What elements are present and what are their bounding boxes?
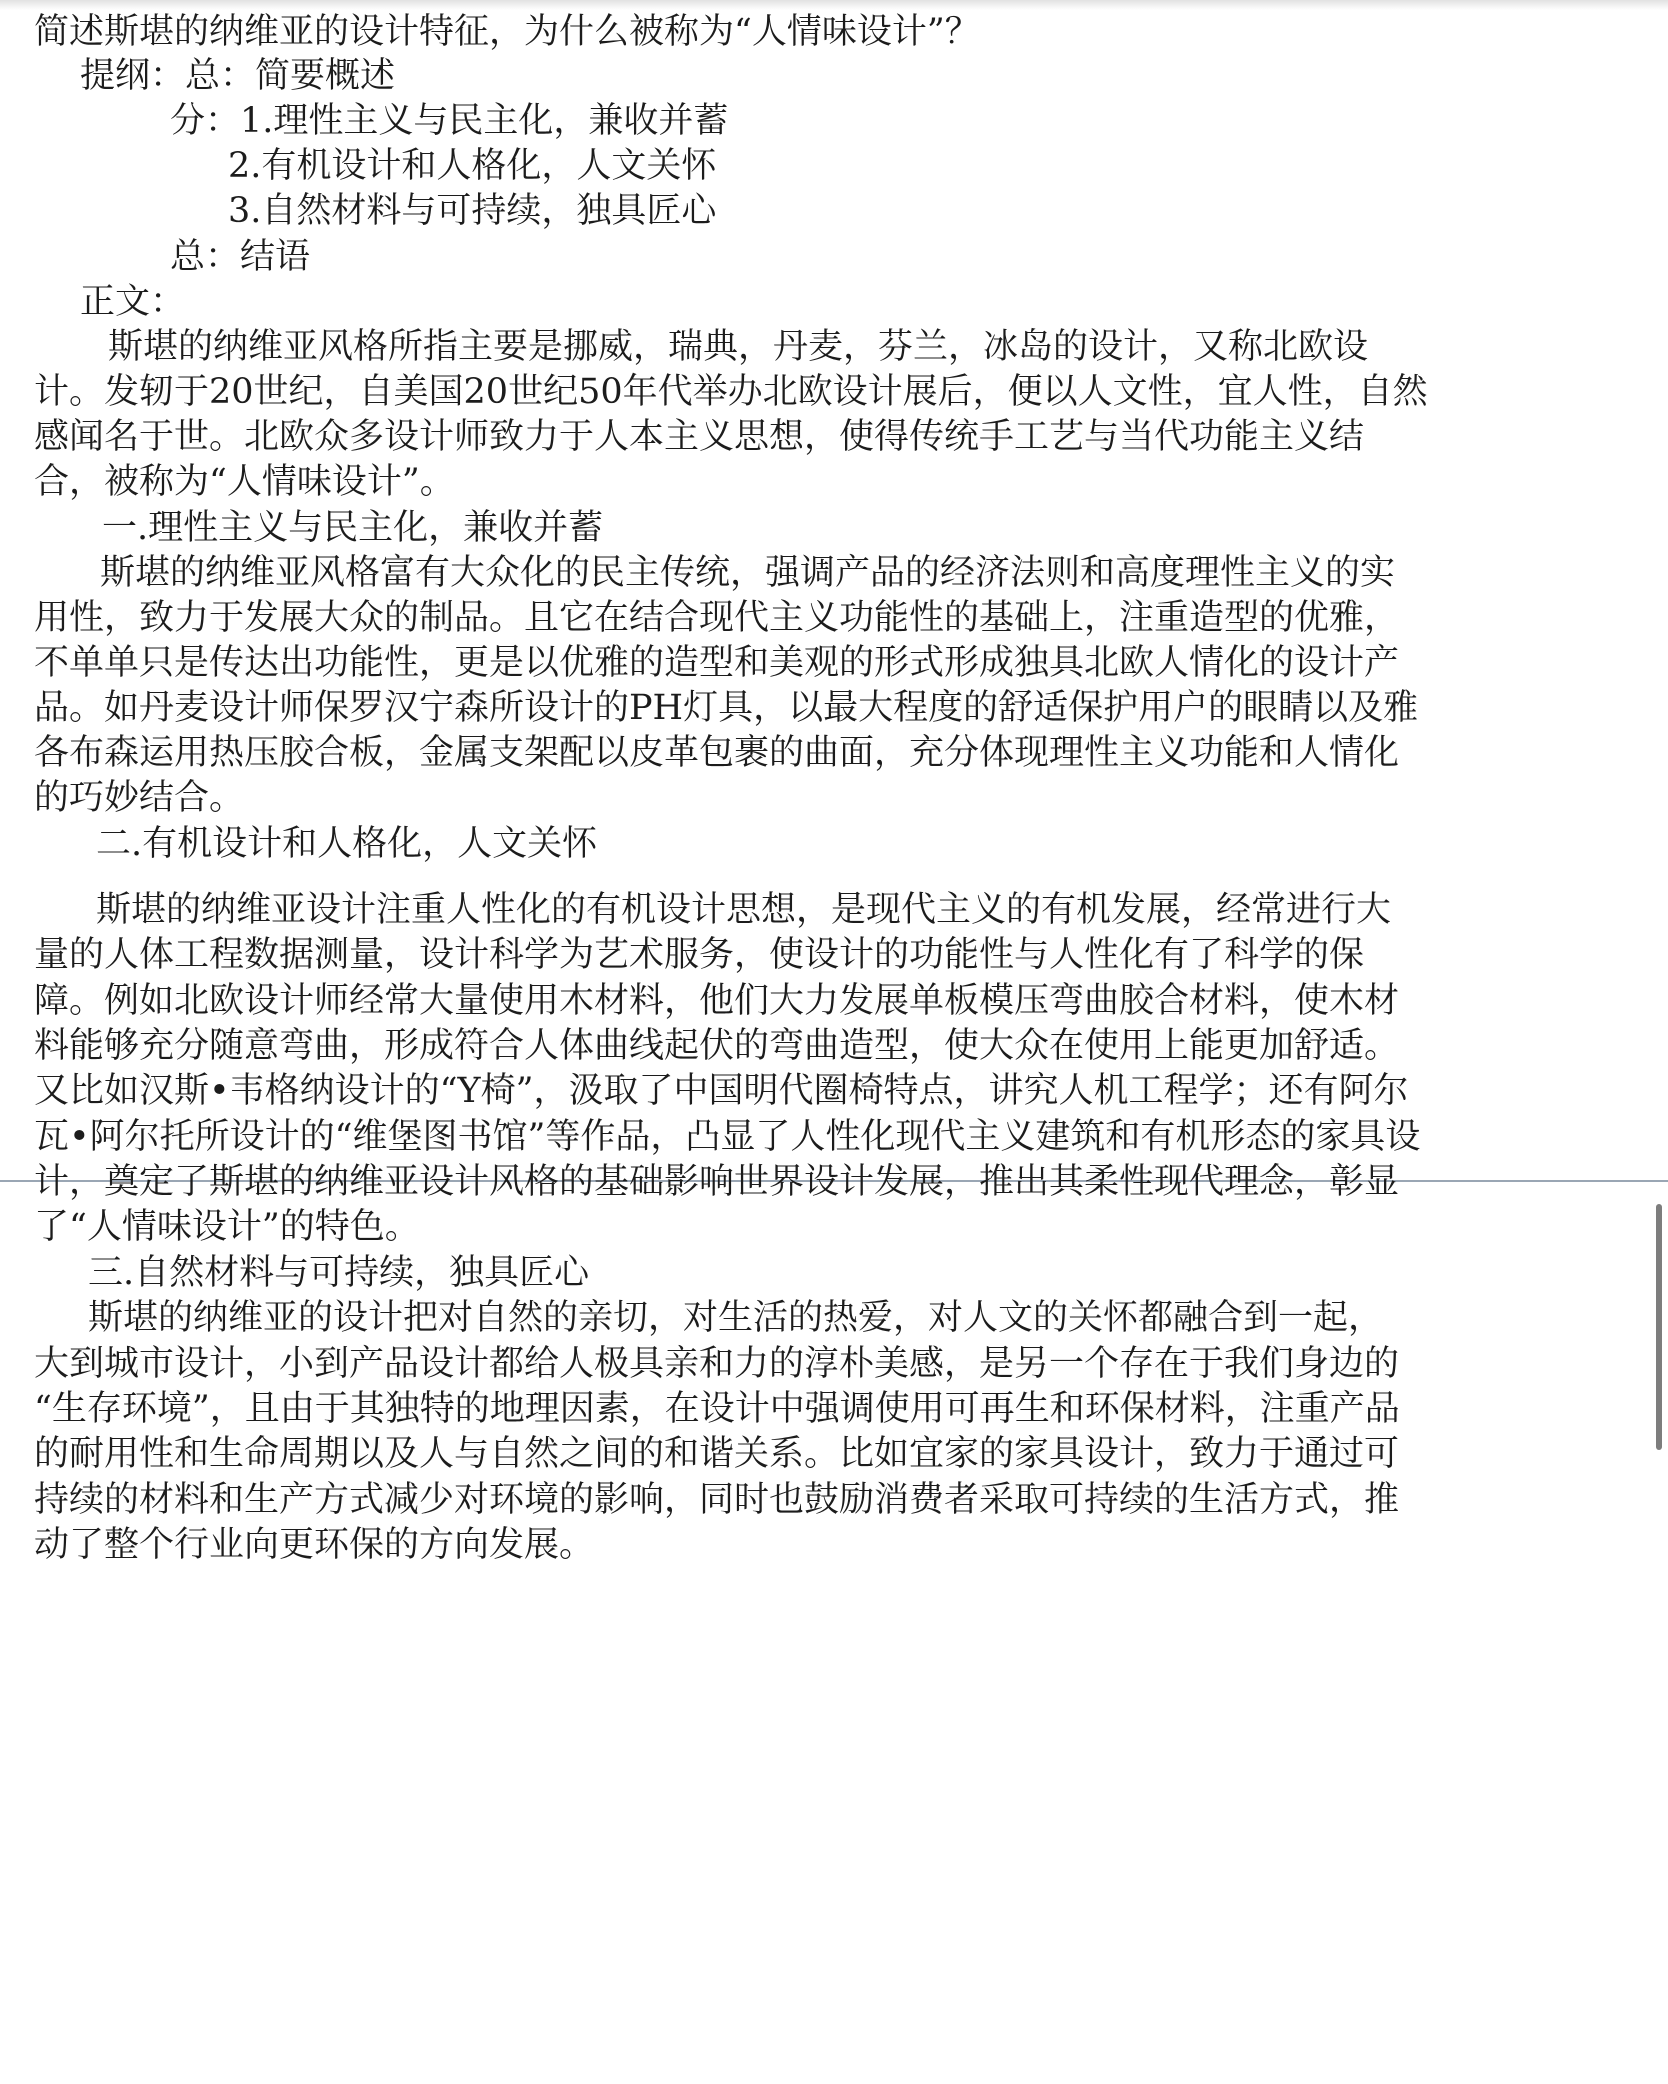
outline-item: 2.有机设计和人格化，人文关怀 [228, 146, 717, 186]
section-line: 计，奠定了斯堪的纳维亚设计风格的基础影响世界设计发展，推出其柔性现代理念，彰显 [34, 1162, 1400, 1202]
section-heading: 三.自然材料与可持续，独具匠心 [88, 1253, 590, 1293]
outline-item: 总：结语 [170, 237, 311, 277]
section-line: 障。例如北欧设计师经常大量使用木材料，他们大力发展单板模压弯曲胶合材料，使木材 [34, 981, 1400, 1021]
section-line: 又比如汉斯•韦格纳设计的“Y椅”，汲取了中国明代圈椅特点，讲究人机工程学；还有阿尔 [34, 1071, 1409, 1111]
section-line: 量的人体工程数据测量，设计科学为艺术服务，使设计的功能性与人性化有了科学的保 [34, 935, 1365, 975]
section-line: 的巧妙结合。 [34, 778, 245, 818]
outline-label: 提纲：总：简要概述 [80, 56, 396, 96]
question-title: 简述斯堪的纳维亚的设计特征，为什么被称为“人情味设计”？ [34, 12, 980, 52]
section-line: 的耐用性和生命周期以及人与自然之间的和谐关系。比如宜家的家具设计，致力于通过可 [34, 1434, 1400, 1474]
section-line: 品。如丹麦设计师保罗汉宁森所设计的PH灯具，以最大程度的舒适保护用户的眼睛以及雅 [34, 688, 1419, 728]
section-heading: 二.有机设计和人格化，人文关怀 [96, 824, 598, 864]
section-line: 持续的材料和生产方式减少对环境的影响，同时也鼓励消费者采取可持续的生活方式，推 [34, 1480, 1400, 1520]
vertical-scrollbar[interactable] [1656, 1204, 1662, 1450]
top-edge-shadow [0, 0, 1668, 10]
body-label: 正文： [80, 282, 186, 322]
section-line: 斯堪的纳维亚风格富有大众化的民主传统，强调产品的经济法则和高度理性主义的实 [100, 553, 1396, 593]
intro-line: 计。发轫于20世纪，自美国20世纪50年代举办北欧设计展后，便以人文性，宜人性，自然 [34, 372, 1428, 412]
section-line: 斯堪的纳维亚的设计把对自然的亲切，对生活的热爱，对人文的关怀都融合到一起， [88, 1298, 1384, 1338]
section-line: 瓦•阿尔托所设计的“维堡图书馆”等作品，凸显了人性化现代主义建筑和有机形态的家具设 [34, 1117, 1421, 1157]
section-line: 大到城市设计，小到产品设计都给人极具亲和力的淳朴美感，是另一个存在于我们身边的 [34, 1344, 1400, 1384]
section-line: 动了整个行业向更环保的方向发展。 [34, 1525, 595, 1565]
section-line: 了“人情味设计”的特色。 [34, 1207, 420, 1247]
section-line: “生存环境”，且由于其独特的地理因素，在设计中强调使用可再生和环保材料，注重产品 [34, 1389, 1400, 1429]
outline-item: 3.自然材料与可持续，独具匠心 [228, 191, 717, 231]
section-line: 不单单只是传达出功能性，更是以优雅的造型和美观的形式形成独具北欧人情化的设计产 [34, 643, 1400, 683]
section-line: 料能够充分随意弯曲，形成符合人体曲线起伏的弯曲造型，使大众在使用上能更加舒适。 [34, 1026, 1400, 1066]
section-line: 各布森运用热压胶合板，金属支架配以皮革包裹的曲面，充分体现理性主义功能和人情化 [34, 733, 1400, 773]
outline-item: 分：1.理性主义与民主化，兼收并蓄 [170, 101, 729, 141]
intro-line: 斯堪的纳维亚风格所指主要是挪威，瑞典，丹麦，芬兰，冰岛的设计，又称北欧设 [108, 327, 1369, 367]
section-line: 用性，致力于发展大众的制品。且它在结合现代主义功能性的基础上，注重造型的优雅， [34, 598, 1400, 638]
section-line: 斯堪的纳维亚设计注重人性化的有机设计思想，是现代主义的有机发展，经常进行大 [96, 890, 1392, 930]
intro-line: 合，被称为“人情味设计”。 [34, 462, 455, 502]
section-heading: 一.理性主义与民主化，兼收并蓄 [102, 508, 604, 548]
intro-line: 感闻名于世。北欧众多设计师致力于人本主义思想，使得传统手工艺与当代功能主义结 [34, 417, 1365, 457]
